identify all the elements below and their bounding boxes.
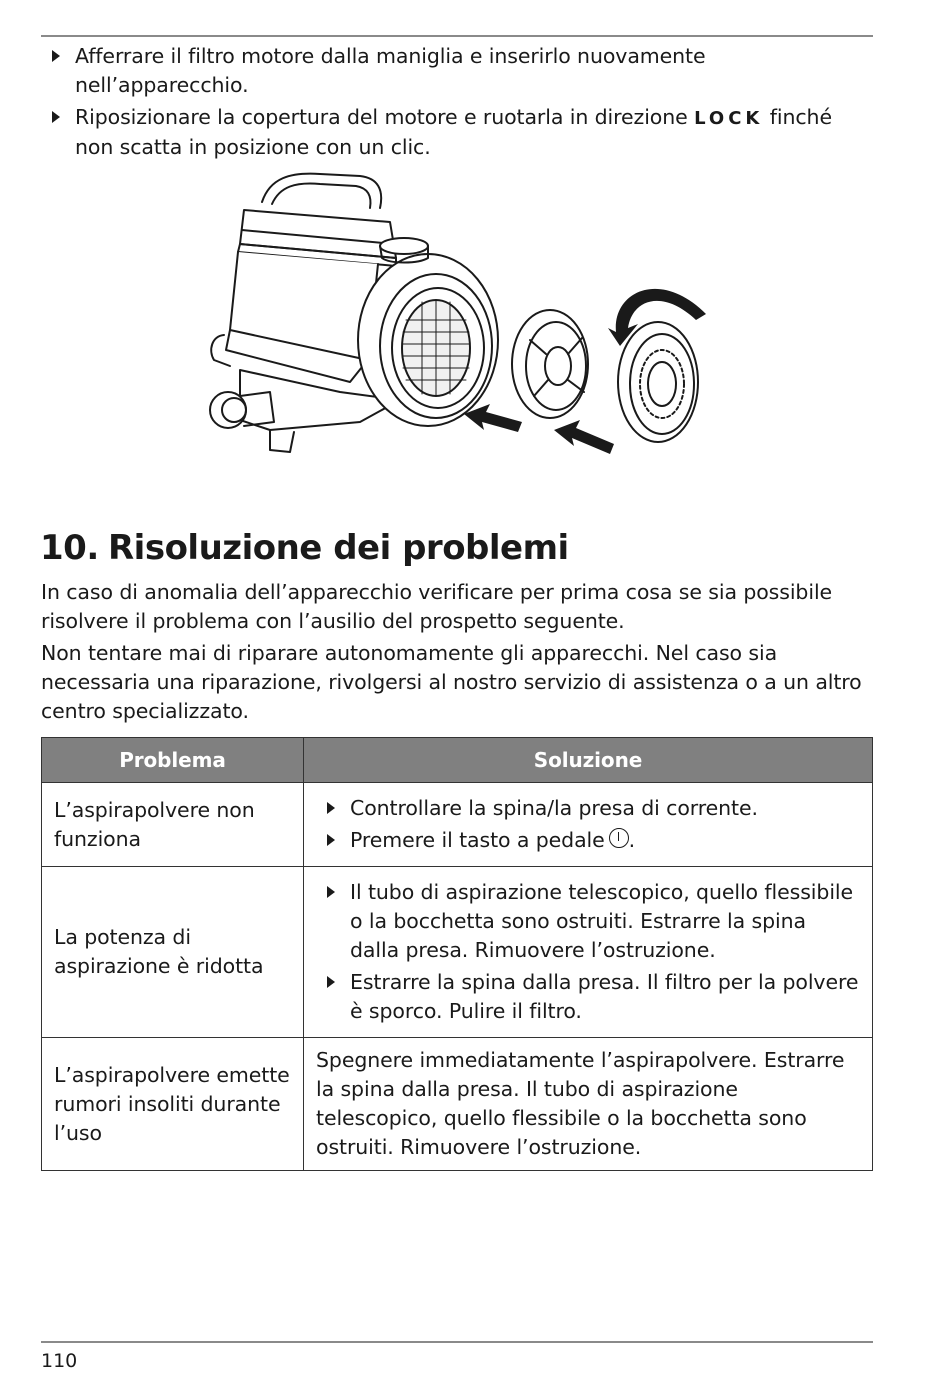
handle-outline xyxy=(262,174,381,208)
instruction-list xyxy=(41,42,873,165)
solution-item xyxy=(316,794,860,823)
table-row xyxy=(42,1038,873,1171)
solution-cell: Spegnere immediatamente l’aspirapolvere. Estrarre la spina dalla presa. Il tubo di aspirazione telescopico, quello flessibile o la bocchetta sono ostruiti. Rimuovere l’ostruzione. xyxy=(304,1038,873,1171)
solution-text: Controllare la spina/la presa di corrente. xyxy=(350,796,758,820)
solution-item xyxy=(316,826,860,855)
section-number: 10. xyxy=(40,528,99,568)
bullet-triangle-icon xyxy=(52,50,60,62)
instruction-text: Afferrare il filtro motore dalla maniglia e inserirlo nuovamente nell’apparecchio. xyxy=(75,44,706,97)
solution-cell xyxy=(304,783,873,867)
bullet-triangle-icon xyxy=(327,976,335,988)
problem-cell: L’aspirapolvere emette rumori insoliti durante l’uso xyxy=(42,1038,304,1171)
table-row xyxy=(42,783,873,867)
problem-cell: La potenza di aspirazione è ridotta xyxy=(42,867,304,1038)
solution-item xyxy=(316,968,860,1026)
bullet-triangle-icon xyxy=(52,111,60,123)
intro-paragraph: In caso di anomalia dell’apparecchio verificare per prima cosa se sia possibile risolvere il problema con l’ausilio del prospetto seguente. xyxy=(41,580,833,633)
solution-item xyxy=(316,878,860,965)
lock-keyword: LOCK xyxy=(694,108,764,129)
solution-suffix: . xyxy=(628,828,636,852)
table-row xyxy=(42,867,873,1038)
vacuum-filter-illustration xyxy=(200,160,720,470)
solution-text: Il tubo di aspirazione telescopico, quello flessibile o la bocchetta sono ostruiti. Estrarre la spina dalla presa. Rimuovere l’ostruzione. xyxy=(350,880,854,962)
section-title: Risoluzione dei problemi xyxy=(108,528,569,568)
solution-text: Estrarre la spina dalla presa. Il filtro per la polvere è sporco. Pulire il filtro. xyxy=(350,970,859,1023)
troubleshooting-table xyxy=(41,737,873,1171)
table-header-row xyxy=(42,738,873,783)
instruction-text-after: finché non scatta in posizione con un clic. xyxy=(75,105,832,159)
warning-paragraph: Non tentare mai di riparare autonomamente gli apparecchi. Nel caso sia necessaria una riparazione, rivolgersi al nostro servizio di assistenza o a un altro centro specializzato. xyxy=(41,641,862,723)
solution-text: Premere il tasto a pedale xyxy=(350,828,605,852)
solution-cell xyxy=(304,867,873,1038)
instruction-item xyxy=(41,42,873,100)
bullet-triangle-icon xyxy=(327,802,335,814)
power-pedal-icon xyxy=(609,828,629,848)
bottom-rule xyxy=(41,1341,873,1343)
problem-cell: L’aspirapolvere non funziona xyxy=(42,783,304,867)
bullet-triangle-icon xyxy=(327,834,335,846)
bullet-triangle-icon xyxy=(327,886,335,898)
instruction-text-before: Riposizionare la copertura del motore e ruotarla in direzione xyxy=(75,105,695,129)
instruction-item xyxy=(41,103,873,162)
header-solution: Soluzione xyxy=(304,738,873,783)
header-problem: Problema xyxy=(42,738,304,783)
section-heading xyxy=(40,526,569,570)
top-rule xyxy=(41,35,873,37)
page-number: 110 xyxy=(41,1350,78,1372)
